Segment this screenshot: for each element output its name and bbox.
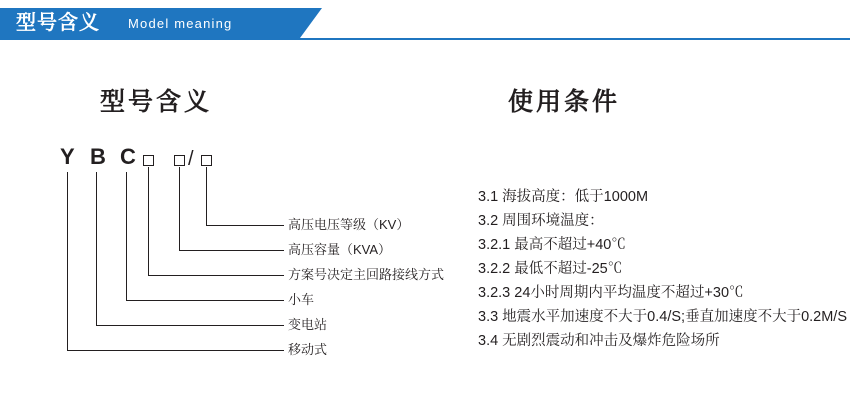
model-box-3 — [201, 155, 212, 166]
condition-item-4: 3.2.2 最低不超过-25℃ — [478, 261, 623, 277]
leader-line-3-horizontal — [148, 275, 284, 276]
condition-item-7: 3.4 无剧烈震动和冲击及爆炸危险场所 — [478, 333, 720, 349]
leader-line-5-vertical — [96, 172, 97, 325]
banner-title-en: Model meaning — [128, 16, 233, 31]
leader-line-3-vertical — [148, 167, 149, 275]
leader-label-scheme-number: 方案号决定主回路接线方式 — [288, 267, 445, 282]
leader-line-1-horizontal — [206, 225, 284, 226]
leader-line-4-horizontal — [126, 300, 284, 301]
left-section-heading: 型号含义 — [100, 88, 213, 116]
model-char-b: B — [90, 144, 106, 169]
leader-line-6-vertical — [67, 172, 68, 350]
model-char-y: Y — [60, 144, 75, 169]
condition-item-6: 3.3 地震水平加速度不大于0.4/S;垂直加速度不大于0.2M/S — [478, 309, 848, 325]
usage-conditions-list — [478, 185, 848, 353]
model-box-2 — [174, 155, 185, 166]
model-box-1 — [143, 155, 154, 166]
right-section-heading: 使用条件 — [508, 88, 621, 116]
leader-label-substation: 变电站 — [288, 317, 328, 332]
condition-item-1: 3.1 海拔高度：低于1000M — [478, 189, 649, 205]
leader-line-2-horizontal — [179, 250, 284, 251]
leader-line-1-vertical — [206, 167, 207, 225]
leader-label-hv-capacity: 高压容量（KVA） — [288, 242, 392, 257]
leader-label-hv-voltage: 高压电压等级（KV） — [288, 217, 410, 232]
leader-line-2-vertical — [179, 167, 180, 250]
model-char-c: C — [120, 144, 136, 169]
leader-line-4-vertical — [126, 172, 127, 300]
leader-line-5-horizontal — [96, 325, 284, 326]
model-separator-slash: / — [188, 148, 194, 170]
leader-label-trolley: 小车 — [288, 292, 315, 307]
condition-item-2: 3.2 周围环境温度： — [478, 213, 604, 229]
banner-title-cn: 型号含义 — [16, 12, 100, 34]
condition-item-3: 3.2.1 最高不超过+40℃ — [478, 237, 626, 253]
leader-label-mobile: 移动式 — [288, 342, 328, 357]
leader-line-6-horizontal — [67, 350, 284, 351]
condition-item-5: 3.2.3 24小时周期内平均温度不超过+30℃ — [478, 285, 744, 301]
